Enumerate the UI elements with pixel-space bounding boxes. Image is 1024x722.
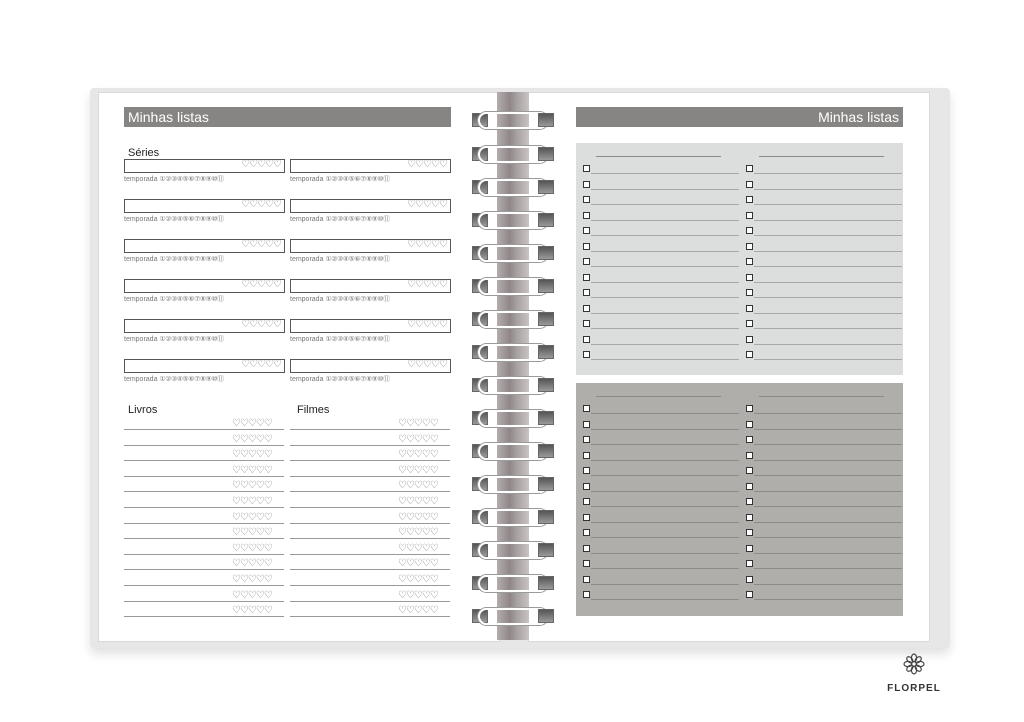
- checklist-line: [754, 344, 902, 345]
- checklist-line: [754, 235, 902, 236]
- checkbox: [746, 305, 753, 312]
- checklist-line: [754, 297, 902, 298]
- checkbox: [583, 181, 590, 188]
- season-numbers: ①②③④⑤⑥⑦⑧⑨⑩⑪: [325, 176, 390, 183]
- rating-hearts: ♡♡♡♡♡: [232, 449, 272, 461]
- season-tracker: [124, 174, 224, 184]
- rating-hearts: ♡♡♡♡♡: [398, 433, 438, 445]
- rating-hearts: ♡♡♡♡♡: [398, 511, 438, 523]
- ring-hole-right: [538, 444, 554, 458]
- rating-hearts: ♡♡♡♡♡: [398, 527, 438, 539]
- checkbox: [583, 258, 590, 265]
- checkbox: [746, 351, 753, 358]
- season-tracker: [124, 334, 224, 344]
- season-label: temporada: [290, 376, 324, 383]
- rating-hearts: ♡♡♡♡♡: [232, 433, 272, 445]
- books-section-label: Livros: [128, 404, 158, 416]
- series-title-box: [124, 239, 285, 253]
- season-numbers: ①②③④⑤⑥⑦⑧⑨⑩⑪: [325, 336, 390, 343]
- rating-hearts: ♡♡♡♡♡: [407, 279, 447, 290]
- checkbox: [583, 498, 590, 505]
- film-entry-line: [290, 460, 450, 461]
- checklist-line: [754, 537, 902, 538]
- season-numbers: ①②③④⑤⑥⑦⑧⑨⑩⑪: [159, 256, 224, 263]
- checklist-panel-top: [576, 143, 903, 375]
- checklist-line: [754, 220, 902, 221]
- checkbox: [583, 274, 590, 281]
- ring-hole-right: [538, 147, 554, 161]
- checklist-line: [591, 189, 739, 190]
- film-entry-line: [290, 507, 450, 508]
- rating-hearts: ♡♡♡♡♡: [398, 589, 438, 601]
- rating-hearts: ♡♡♡♡♡: [398, 496, 438, 507]
- season-label: temporada: [124, 336, 158, 343]
- book-entry-line: [124, 601, 284, 602]
- series-title-box: [124, 359, 285, 373]
- checklist-line: [754, 584, 902, 585]
- checkbox: [583, 165, 590, 172]
- ring-hole-right: [538, 510, 554, 524]
- checkbox: [583, 351, 590, 358]
- ring-hole-right: [538, 411, 554, 425]
- checkbox: [746, 336, 753, 343]
- ring-hole-right: [538, 345, 554, 359]
- film-entry-line: [290, 476, 450, 477]
- spiral-ring: [468, 408, 558, 426]
- rating-hearts: ♡♡♡♡♡: [407, 159, 447, 170]
- checklist-line: [591, 584, 739, 585]
- book-entry-line: [124, 507, 284, 508]
- spiral-ring: [468, 243, 558, 261]
- checklist-line: [591, 173, 739, 174]
- right-page-title: Minhas listas: [576, 107, 903, 127]
- checkbox: [583, 320, 590, 327]
- left-page-title: Minhas listas: [124, 107, 451, 127]
- rating-hearts: ♡♡♡♡♡: [398, 480, 438, 492]
- ring-hole-right: [538, 543, 554, 557]
- season-tracker: [290, 294, 390, 304]
- checkbox: [583, 560, 590, 567]
- season-tracker: [290, 174, 390, 184]
- season-tracker: [124, 214, 224, 224]
- spiral-ring: [468, 540, 558, 558]
- ring-hole-right: [538, 180, 554, 194]
- spiral-ring: [468, 606, 558, 624]
- checkbox: [746, 467, 753, 474]
- checkbox: [583, 405, 590, 412]
- checklist-line: [591, 359, 739, 360]
- checklist-line: [591, 344, 739, 345]
- checklist-line: [591, 568, 739, 569]
- season-numbers: ①②③④⑤⑥⑦⑧⑨⑩⑪: [159, 216, 224, 223]
- checkbox: [746, 289, 753, 296]
- checkbox: [746, 452, 753, 459]
- checklist-line: [754, 522, 902, 523]
- checklist-line: [754, 553, 902, 554]
- flower-icon: [902, 652, 926, 676]
- checkbox: [583, 436, 590, 443]
- checkbox: [746, 514, 753, 521]
- series-title-box: [290, 159, 451, 173]
- film-entry-line: [290, 569, 450, 570]
- checkbox: [746, 560, 753, 567]
- checkbox: [746, 483, 753, 490]
- series-title-box: [124, 159, 285, 173]
- checklist-line: [754, 506, 902, 507]
- checklist-panel-bottom: [576, 383, 903, 616]
- checkbox: [746, 274, 753, 281]
- checklist-line: [591, 235, 739, 236]
- checklist-line: [754, 460, 902, 461]
- spiral-ring: [468, 110, 558, 128]
- checklist-line: [591, 506, 739, 507]
- season-tracker: [124, 294, 224, 304]
- series-title-box: [124, 279, 285, 293]
- series-section-label: Séries: [128, 147, 160, 159]
- ring-hole-right: [538, 477, 554, 491]
- checkbox: [746, 545, 753, 552]
- checklist-line: [754, 189, 902, 190]
- checklist-line: [591, 282, 739, 283]
- rating-hearts: ♡♡♡♡♡: [232, 464, 272, 476]
- rating-hearts: ♡♡♡♡♡: [232, 589, 272, 601]
- season-label: temporada: [124, 176, 158, 183]
- film-entry-line: [290, 601, 450, 602]
- checkbox: [583, 545, 590, 552]
- rating-hearts: ♡♡♡♡♡: [398, 558, 438, 570]
- checkbox: [583, 514, 590, 521]
- season-label: temporada: [290, 256, 324, 263]
- season-numbers: ①②③④⑤⑥⑦⑧⑨⑩⑪: [159, 336, 224, 343]
- spiral-ring: [468, 342, 558, 360]
- season-numbers: ①②③④⑤⑥⑦⑧⑨⑩⑪: [325, 376, 390, 383]
- rating-hearts: ♡♡♡♡♡: [241, 359, 281, 370]
- checkbox: [583, 336, 590, 343]
- season-label: temporada: [124, 256, 158, 263]
- checklist-line: [591, 251, 739, 252]
- book-entry-line: [124, 616, 284, 617]
- series-title-box: [290, 239, 451, 253]
- checklist-line: [754, 568, 902, 569]
- rating-hearts: ♡♡♡♡♡: [232, 511, 272, 523]
- season-tracker: [290, 334, 390, 344]
- checklist-line: [754, 444, 902, 445]
- series-title-box: [290, 279, 451, 293]
- checklist-line: [754, 599, 902, 600]
- checkbox: [583, 467, 590, 474]
- book-entry-line: [124, 445, 284, 446]
- rating-hearts: ♡♡♡♡♡: [232, 542, 272, 554]
- film-entry-line: [290, 491, 450, 492]
- checklist-line: [591, 413, 739, 414]
- checkbox: [583, 227, 590, 234]
- film-entry-line: [290, 538, 450, 539]
- checklist-line: [591, 599, 739, 600]
- checklist-line: [591, 444, 739, 445]
- checkbox: [583, 452, 590, 459]
- checklist-line: [591, 328, 739, 329]
- season-label: temporada: [290, 216, 324, 223]
- spiral-ring: [468, 276, 558, 294]
- rating-hearts: ♡♡♡♡♡: [241, 199, 281, 210]
- season-numbers: ①②③④⑤⑥⑦⑧⑨⑩⑪: [159, 296, 224, 303]
- season-tracker: [124, 374, 224, 384]
- checklist-line: [754, 413, 902, 414]
- checklist-line: [591, 537, 739, 538]
- film-entry-line: [290, 585, 450, 586]
- checkbox: [583, 212, 590, 219]
- season-numbers: ①②③④⑤⑥⑦⑧⑨⑩⑪: [159, 176, 224, 183]
- season-label: temporada: [124, 216, 158, 223]
- rating-hearts: ♡♡♡♡♡: [407, 359, 447, 370]
- checkbox: [746, 212, 753, 219]
- checklist-line: [754, 251, 902, 252]
- checklist-line: [754, 359, 902, 360]
- film-entry-line: [290, 445, 450, 446]
- season-label: temporada: [124, 376, 158, 383]
- book-entry-line: [124, 523, 284, 524]
- checkbox: [746, 405, 753, 412]
- season-label: temporada: [124, 296, 158, 303]
- book-entry-line: [124, 460, 284, 461]
- rating-hearts: ♡♡♡♡♡: [241, 279, 281, 290]
- checklist-line: [591, 313, 739, 314]
- spiral-ring: [468, 507, 558, 525]
- rating-hearts: ♡♡♡♡♡: [398, 449, 438, 461]
- checklist-line: [754, 282, 902, 283]
- checkbox: [746, 421, 753, 428]
- season-label: temporada: [290, 176, 324, 183]
- ring-hole-right: [538, 113, 554, 127]
- book-entry-line: [124, 476, 284, 477]
- season-numbers: ①②③④⑤⑥⑦⑧⑨⑩⑪: [325, 296, 390, 303]
- checkbox: [746, 436, 753, 443]
- rating-hearts: ♡♡♡♡♡: [232, 496, 272, 507]
- checkbox: [583, 196, 590, 203]
- checkbox: [746, 258, 753, 265]
- rating-hearts: ♡♡♡♡♡: [398, 464, 438, 476]
- column-title-line: [596, 396, 721, 397]
- brand-name: FLORPEL: [887, 683, 941, 694]
- series-title-box: [290, 359, 451, 373]
- column-title-line: [759, 396, 884, 397]
- season-tracker: [290, 214, 390, 224]
- spiral-ring: [468, 309, 558, 327]
- spiral-ring: [468, 375, 558, 393]
- checklist-line: [754, 429, 902, 430]
- checkbox: [583, 289, 590, 296]
- rating-hearts: ♡♡♡♡♡: [241, 239, 281, 250]
- checkbox: [583, 529, 590, 536]
- rating-hearts: ♡♡♡♡♡: [232, 418, 272, 429]
- checklist-line: [754, 173, 902, 174]
- season-label: temporada: [290, 336, 324, 343]
- season-numbers: ①②③④⑤⑥⑦⑧⑨⑩⑪: [325, 216, 390, 223]
- rating-hearts: ♡♡♡♡♡: [241, 159, 281, 170]
- season-numbers: ①②③④⑤⑥⑦⑧⑨⑩⑪: [159, 376, 224, 383]
- checkbox: [583, 576, 590, 583]
- checklist-line: [591, 266, 739, 267]
- checklist-line: [591, 522, 739, 523]
- rating-hearts: ♡♡♡♡♡: [398, 605, 438, 617]
- series-title-box: [124, 319, 285, 333]
- rating-hearts: ♡♡♡♡♡: [407, 199, 447, 210]
- checkbox: [746, 181, 753, 188]
- column-title-line: [596, 156, 721, 157]
- spiral-ring: [468, 441, 558, 459]
- checklist-line: [591, 220, 739, 221]
- season-tracker: [290, 254, 390, 264]
- rating-hearts: ♡♡♡♡♡: [398, 574, 438, 585]
- series-title-box: [290, 199, 451, 213]
- spiral-ring: [468, 210, 558, 228]
- season-numbers: ①②③④⑤⑥⑦⑧⑨⑩⑪: [325, 256, 390, 263]
- season-tracker: [290, 374, 390, 384]
- spiral-ring: [468, 144, 558, 162]
- rating-hearts: ♡♡♡♡♡: [398, 418, 438, 429]
- checkbox: [583, 591, 590, 598]
- ring-hole-right: [538, 609, 554, 623]
- checkbox: [746, 165, 753, 172]
- checklist-line: [591, 204, 739, 205]
- rating-hearts: ♡♡♡♡♡: [232, 527, 272, 539]
- checkbox: [583, 243, 590, 250]
- rating-hearts: ♡♡♡♡♡: [232, 480, 272, 492]
- checkbox: [746, 227, 753, 234]
- checkbox: [746, 498, 753, 505]
- checkbox: [746, 196, 753, 203]
- ring-hole-right: [538, 213, 554, 227]
- book-entry-line: [124, 491, 284, 492]
- checkbox: [746, 243, 753, 250]
- season-label: temporada: [290, 296, 324, 303]
- ring-hole-right: [538, 279, 554, 293]
- spiral-ring: [468, 474, 558, 492]
- checklist-line: [591, 553, 739, 554]
- checklist-line: [591, 491, 739, 492]
- checklist-line: [591, 297, 739, 298]
- film-entry-line: [290, 554, 450, 555]
- rating-hearts: ♡♡♡♡♡: [398, 542, 438, 554]
- ring-hole-right: [538, 576, 554, 590]
- checkbox: [746, 576, 753, 583]
- spiral-ring: [468, 177, 558, 195]
- rating-hearts: ♡♡♡♡♡: [407, 319, 447, 330]
- checkbox: [583, 421, 590, 428]
- checklist-line: [591, 429, 739, 430]
- season-tracker: [124, 254, 224, 264]
- checkbox: [746, 591, 753, 598]
- checklist-line: [754, 475, 902, 476]
- ring-hole-right: [538, 378, 554, 392]
- checkbox: [746, 320, 753, 327]
- checkbox: [583, 305, 590, 312]
- rating-hearts: ♡♡♡♡♡: [407, 239, 447, 250]
- column-title-line: [759, 156, 884, 157]
- film-entry-line: [290, 523, 450, 524]
- checklist-line: [591, 475, 739, 476]
- series-title-box: [124, 199, 285, 213]
- ring-hole-right: [538, 246, 554, 260]
- spiral-ring: [468, 573, 558, 591]
- book-entry-line: [124, 569, 284, 570]
- film-entry-line: [290, 429, 450, 430]
- brand-logo: [882, 652, 946, 694]
- ring-hole-right: [538, 312, 554, 326]
- checkbox: [583, 483, 590, 490]
- book-entry-line: [124, 429, 284, 430]
- checklist-line: [754, 266, 902, 267]
- checklist-line: [754, 313, 902, 314]
- book-entry-line: [124, 554, 284, 555]
- films-section-label: Filmes: [297, 404, 330, 416]
- rating-hearts: ♡♡♡♡♡: [232, 605, 272, 617]
- book-entry-line: [124, 585, 284, 586]
- rating-hearts: ♡♡♡♡♡: [232, 574, 272, 585]
- checkbox: [746, 529, 753, 536]
- checklist-line: [754, 204, 902, 205]
- film-entry-line: [290, 616, 450, 617]
- checklist-line: [591, 460, 739, 461]
- checklist-line: [754, 491, 902, 492]
- rating-hearts: ♡♡♡♡♡: [232, 558, 272, 570]
- rating-hearts: ♡♡♡♡♡: [241, 319, 281, 330]
- series-title-box: [290, 319, 451, 333]
- checklist-line: [754, 328, 902, 329]
- book-entry-line: [124, 538, 284, 539]
